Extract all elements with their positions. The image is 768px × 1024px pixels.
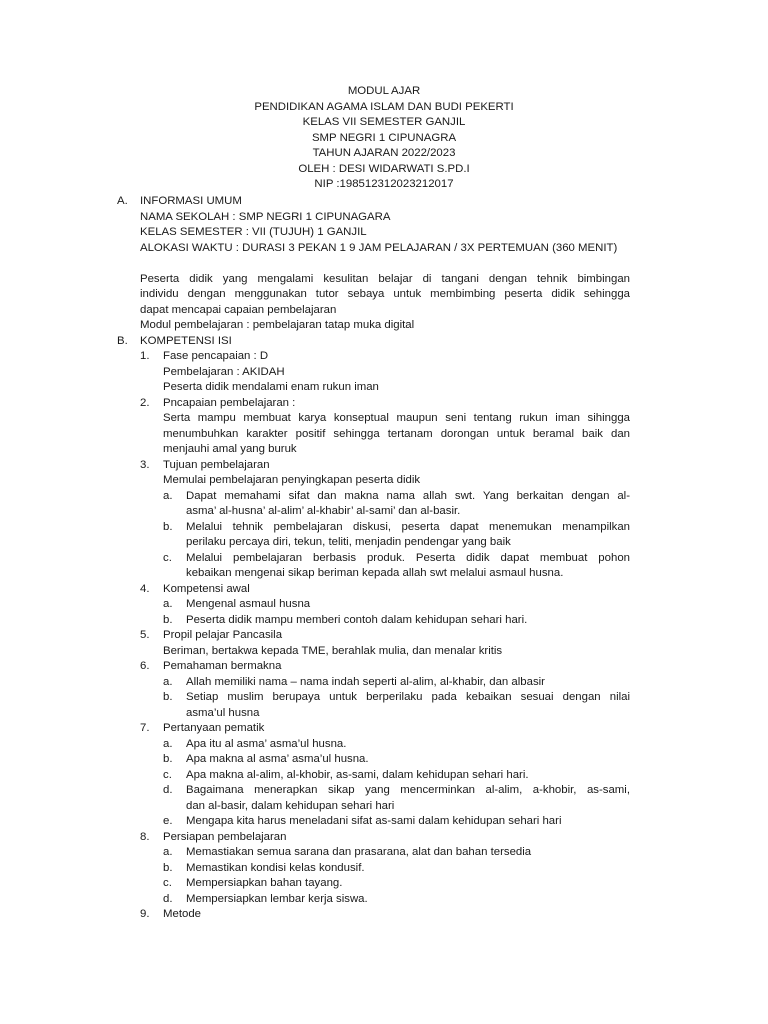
header-line: NIP :198512312023212017 — [314, 178, 454, 190]
sub-item-text: Melalui tehnik pembelajaran diskusi, peserta dapat menemukan menampilkan — [186, 520, 630, 533]
header-line: SMP NEGRI 1 CIPUNAGRA — [311, 131, 457, 144]
sub-item-text: asma’ al-husna’ al-alim’ al-khabir’ al-sami’ dan al-basir. — [186, 505, 461, 517]
item-title: Pncapaian pembelajaran : — [163, 396, 296, 409]
sub-item-letter: b. — [163, 520, 173, 533]
header-line: KELAS VII SEMESTER GANJIL — [302, 116, 466, 128]
sub-item-text: Melalui pembelajaran berbasis produk. Peserta didik dapat membuat pohon — [186, 551, 630, 564]
sub-item-text: dan al-basir, dalam kehidupan sehari hari — [186, 799, 395, 812]
section-marker: A. — [117, 195, 128, 207]
item-title: Fase pencapaian : D — [163, 350, 269, 362]
section-title: KOMPETENSI ISI — [140, 334, 232, 347]
sub-item-text: Mempersiapkan lembar kerja siswa. — [186, 892, 368, 905]
item-number: 5. — [140, 629, 150, 641]
sub-item-letter: a. — [163, 675, 173, 688]
sub-item-text: perilaku percaya diri, tekun, teliti, menjadin pendengar yang baik — [186, 536, 511, 548]
sub-item-text: Apa itu al asma’ asma’ul husna. — [186, 737, 347, 750]
sub-item-text: Mengenal asmaul husna — [186, 598, 311, 610]
info-line: NAMA SEKOLAH : SMP NEGRI 1 CIPUNAGARA — [140, 210, 391, 223]
item-text: Beriman, bertakwa kepada TME, berahlak mulia, dan menalar kritis — [163, 644, 503, 657]
paragraph-line: dapat mencapai capaian pembelajaran — [140, 303, 337, 316]
header-line: OLEH : DESI WIDARWATI S.PD.I — [298, 162, 470, 175]
header-line: PENDIDIKAN AGAMA ISLAM DAN BUDI PEKERTI — [254, 100, 514, 113]
item-text: menjauhi amal yang buruk — [163, 443, 297, 455]
sub-item-letter: c. — [163, 551, 172, 564]
item-text: Memulai pembelajaran penyingkapan peserta didik — [163, 474, 421, 486]
sub-item-text: Dapat memahami sifat dan makna nama allah swt. Yang berkaitan dengan al- — [186, 489, 630, 502]
item-title: Pemahaman bermakna — [163, 660, 282, 672]
sub-item-text: asma’ul husna — [186, 706, 260, 719]
header-line: MODUL AJAR — [347, 85, 421, 97]
item-number: 3. — [140, 458, 150, 471]
sub-item-text: Apa makna al-alim, al-khobir, as-sami, dalam kehidupan sehari hari. — [186, 768, 529, 781]
sub-item-letter: d. — [163, 784, 173, 796]
item-number: 6. — [140, 660, 150, 672]
item-number: 2. — [140, 396, 150, 409]
item-title: Tujuan pembelajaran — [163, 458, 270, 471]
item-text: Pembelajaran : AKIDAH — [163, 365, 285, 378]
sub-item-letter: a. — [163, 737, 173, 750]
section-marker: B. — [117, 334, 128, 347]
sub-item-letter: b. — [163, 753, 173, 765]
item-title: Metode — [163, 908, 201, 920]
sub-item-letter: a. — [163, 489, 173, 502]
sub-item-text: Apa makna al asma’ asma’ul husna. — [186, 753, 369, 765]
item-text: menumbuhkan karakter positif sehingga tertanam dorongan untuk beramal baik dan — [163, 427, 630, 440]
sub-item-letter: a. — [163, 846, 173, 858]
item-number: 9. — [140, 908, 150, 920]
sub-item-text: Memastiakan semua sarana dan prasarana, alat dan bahan tersedia — [186, 846, 532, 858]
info-line: KELAS SEMESTER : VII (TUJUH) 1 GANJIL — [140, 226, 367, 238]
sub-item-letter: b. — [163, 613, 173, 626]
item-title: Persiapan pembelajaran — [163, 830, 287, 843]
sub-item-letter: d. — [163, 892, 173, 905]
sub-item-letter: e. — [163, 815, 173, 827]
sub-item-text: Peserta didik mampu memberi contoh dalam kehidupan sehari hari. — [186, 613, 528, 626]
sub-item-text: Memastikan kondisi kelas kondusif. — [186, 861, 365, 874]
item-number: 8. — [140, 830, 150, 843]
sub-item-text: kebaikan mengenai sikap beriman kepada allah swt melalui asmaul husna. — [186, 567, 564, 579]
item-title: Propil pelajar Pancasila — [163, 629, 283, 641]
sub-item-letter: c. — [163, 877, 172, 889]
sub-item-letter: b. — [163, 861, 173, 874]
document-header — [0, 84, 768, 193]
item-number: 1. — [140, 350, 150, 362]
sub-item-text: Bagaimana menerapkan sikap yang mencerminkan al-alim, a-khobir, as-sami, — [186, 784, 630, 796]
item-number: 7. — [140, 722, 150, 734]
section-title: INFORMASI UMUM — [140, 195, 242, 207]
sub-item-letter: a. — [163, 598, 173, 610]
paragraph-line: Peserta didik yang mengalami kesulitan belajar di tangani dengan tehnik bimbingan — [140, 272, 630, 285]
item-title: Kompetensi awal — [163, 582, 250, 595]
item-title: Pertanyaan pematik — [163, 722, 265, 734]
paragraph-line: individu dengan menggunakan tutor sebaya untuk membimbing peserta didik sehingga — [140, 288, 630, 300]
info-line: ALOKASI WAKTU : DURASI 3 PEKAN 1 9 JAM PELAJARAN / 3X PERTEMUAN (360 MENIT) — [140, 241, 618, 254]
sub-item-text: Allah memiliki nama – nama indah seperti al-alim, al-khabir, dan albasir — [186, 675, 545, 688]
sub-item-text: Mengapa kita harus meneladani sifat as-sami dalam kehidupan sehari hari — [186, 815, 562, 827]
sub-item-text: Setiap muslim berupaya untuk berperilaku pada kebaikan sesuai dengan nilai — [186, 691, 630, 703]
header-line: TAHUN AJARAN 2022/2023 — [312, 147, 456, 159]
item-text: Peserta didik mendalami enam rukun iman — [163, 381, 379, 393]
item-number: 4. — [140, 582, 150, 595]
sub-item-letter: c. — [163, 768, 172, 781]
item-text: Serta mampu membuat karya konseptual maupun seni tentang rukun iman sihingga — [163, 412, 630, 424]
sub-item-letter: b. — [163, 691, 173, 703]
paragraph-line: Modul pembelajaran : pembelajaran tatap muka digital — [140, 319, 415, 331]
sub-item-text: Mempersiapkan bahan tayang. — [186, 877, 343, 889]
